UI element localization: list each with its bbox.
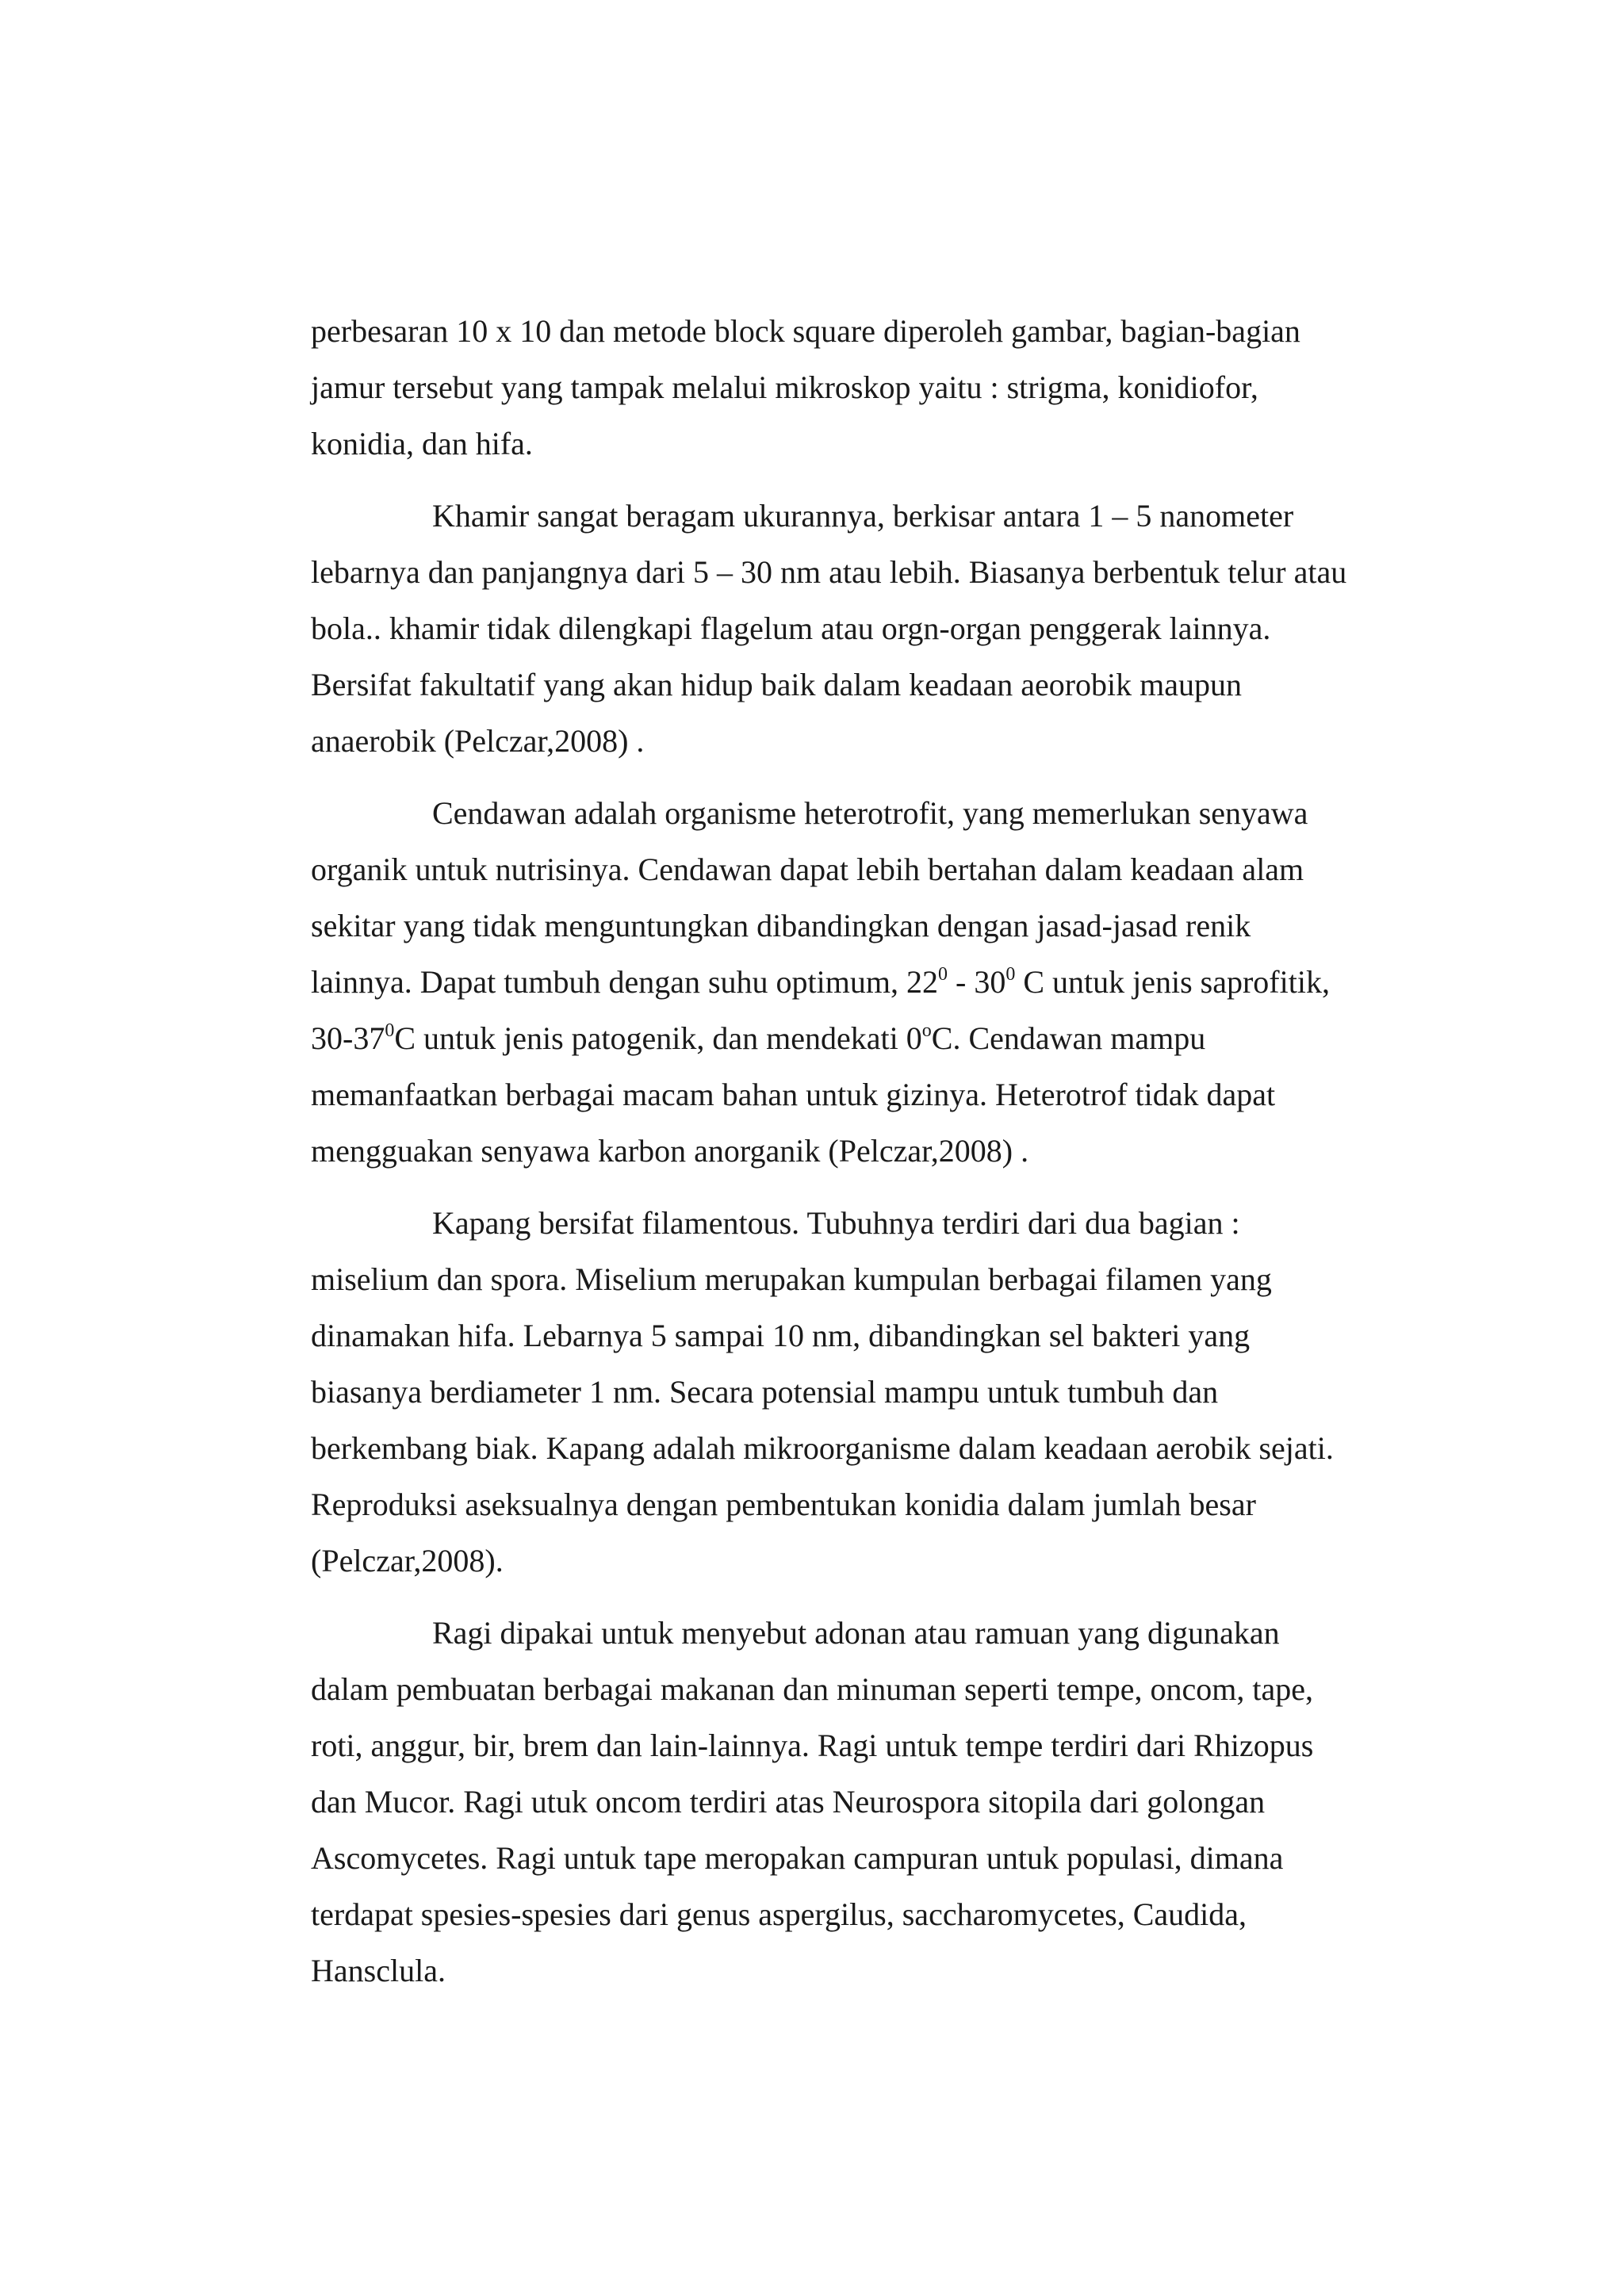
text-line: organik untuk nutrisinya. Cendawan dapat lebih bertahan dalam keadaan alam: [311, 851, 1304, 887]
text-line: dan Mucor. Ragi utuk oncom terdiri atas Neurospora sitopila dari golongan: [311, 1784, 1266, 1820]
text-line: jamur tersebut yang tampak melalui mikroskop yaitu : strigma, konidiofor,: [311, 369, 1258, 405]
text-line: dinamakan hifa. Lebarnya 5 sampai 10 nm, dibandingkan sel bakteri yang: [311, 1318, 1251, 1353]
text-line: Reproduksi aseksualnya dengan pembentukan konidia dalam jumlah besar: [311, 1487, 1256, 1522]
paragraph-microscope-parts: [311, 303, 1405, 472]
text-line: Ascomycetes. Ragi untuk tape meropakan campuran untuk populasi, dimana: [311, 1840, 1284, 1876]
paragraph-khamir: [311, 488, 1405, 769]
text-line-temperature: [311, 954, 1405, 1010]
text-line: anaerobik (Pelczar,2008) .: [311, 723, 645, 759]
text-line: Hansclula.: [311, 1953, 446, 1988]
text-line: roti, anggur, bir, brem dan lain-lainnya. Ragi untuk tempe terdiri dari Rhizopus: [311, 1728, 1314, 1763]
paragraph-kapang: [311, 1195, 1405, 1589]
text-line-temperature: [311, 1010, 1405, 1066]
body-text: [311, 303, 1405, 1999]
text-line: perbesaran 10 x 10 dan metode block square diperoleh gambar, bagian-bagian: [311, 313, 1300, 349]
text-line: Ragi dipakai untuk menyebut adonan atau ramuan yang digunakan: [432, 1615, 1280, 1651]
text-segment: C. Cendawan mampu: [931, 1020, 1206, 1056]
text-line: Cendawan adalah organisme heterotrofit, yang memerlukan senyawa: [432, 795, 1308, 831]
text-segment: - 30: [948, 964, 1006, 1000]
text-line: Bersifat fakultatif yang akan hidup baik dalam keadaan aeorobik maupun: [311, 667, 1243, 702]
text-segment: C untuk jenis patogenik, dan mendekati 0: [394, 1020, 922, 1056]
text-line: dalam pembuatan berbagai makanan dan minuman seperti tempe, oncom, tape,: [311, 1671, 1313, 1707]
text-line: berkembang biak. Kapang adalah mikroorganisme dalam keadaan aerobik sejati.: [311, 1430, 1334, 1466]
text-line: bola.. khamir tidak dilengkapi flagelum atau orgn-organ penggerak lainnya.: [311, 610, 1271, 646]
text-line: terdapat spesies-spesies dari genus aspergilus, saccharomycetes, Caudida,: [311, 1896, 1247, 1932]
text-line: biasanya berdiameter 1 nm. Secara potensial mampu untuk tumbuh dan: [311, 1374, 1219, 1410]
text-segment: C untuk jenis saprofitik,: [1015, 964, 1330, 1000]
text-line: memanfaatkan berbagai macam bahan untuk gizinya. Heterotrof tidak dapat: [311, 1077, 1276, 1112]
text-line: mengguakan senyawa karbon anorganik (Pelczar,2008) .: [311, 1133, 1029, 1169]
text-segment: lainnya. Dapat tumbuh dengan suhu optimum, 22: [311, 964, 938, 1000]
superscript-degree: 0: [385, 1020, 395, 1041]
text-line: lebarnya dan panjangnya dari 5 – 30 nm atau lebih. Biasanya berbentuk telur atau: [311, 554, 1347, 590]
superscript-degree: 0: [1005, 964, 1016, 985]
text-line: Kapang bersifat filamentous. Tubuhnya terdiri dari dua bagian :: [432, 1205, 1240, 1241]
text-line: (Pelczar,2008).: [311, 1543, 504, 1578]
paragraph-ragi: [311, 1605, 1405, 1999]
superscript-degree: 0: [938, 964, 948, 985]
text-segment: 30-37: [311, 1020, 385, 1056]
text-line: sekitar yang tidak menguntungkan dibandingkan dengan jasad-jasad renik: [311, 908, 1251, 943]
text-line: konidia, dan hifa.: [311, 426, 533, 461]
text-line: miselium dan spora. Miselium merupakan kumpulan berbagai filamen yang: [311, 1261, 1272, 1297]
paragraph-cendawan: [311, 785, 1405, 1179]
text-line: Khamir sangat beragam ukurannya, berkisar antara 1 – 5 nanometer: [432, 498, 1294, 534]
superscript-degree: o: [921, 1020, 932, 1041]
